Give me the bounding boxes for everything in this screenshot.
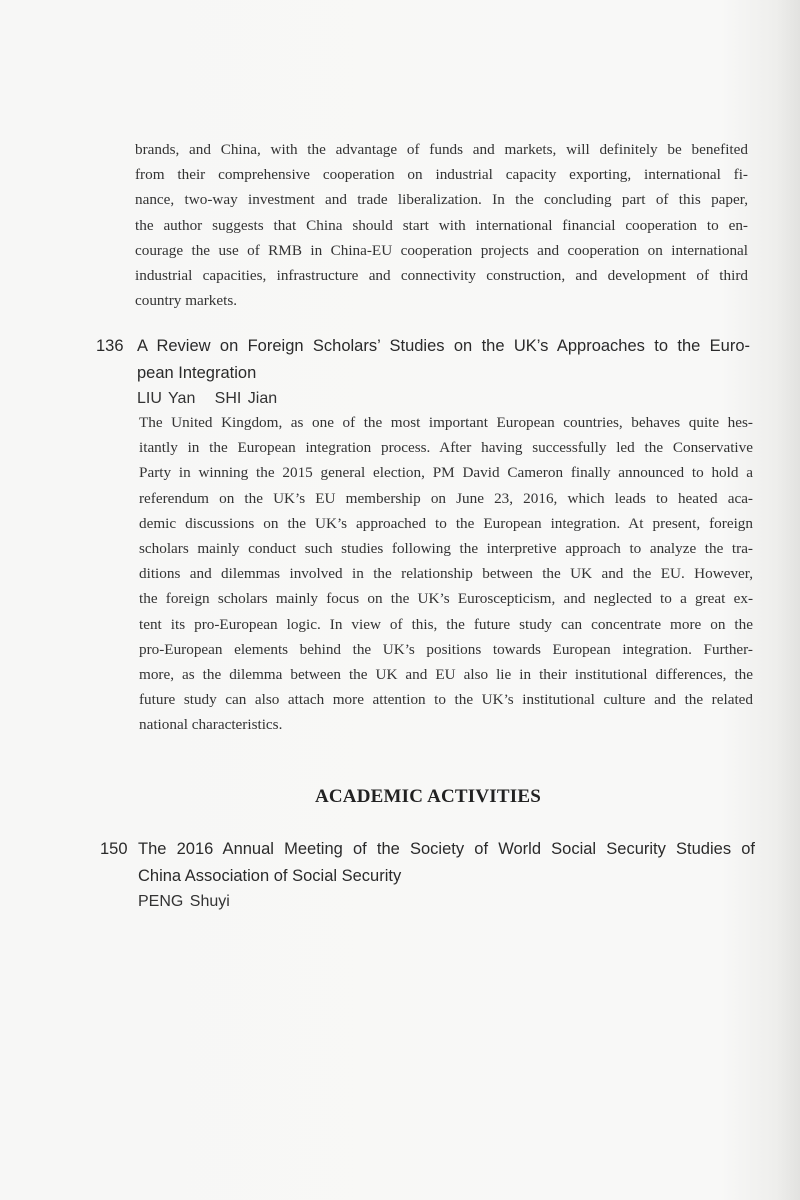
abstract-line: referendum on the UK’s EU membership on June 23, 2016, which leads to heated aca- <box>139 489 753 507</box>
abstract-line: scholars mainly conduct such studies following the interpretive approach to analyze the tra- <box>139 540 753 558</box>
page-number[interactable]: 150 <box>100 840 128 858</box>
abstract-line: tent its pro-European logic. In view of this, the future study can concentrate more on the <box>139 615 753 633</box>
entry-title[interactable]: A Review on Foreign Scholars’ Studies on the UK’s Approaches to the Euro- <box>137 337 750 355</box>
toc-entry <box>100 836 755 914</box>
abstract-line: nance, two-way investment and trade liberalization. In the concluding part of this paper, <box>135 191 748 209</box>
abstract-line: future study can also attach more attention to the UK’s institutional culture and the related <box>139 691 753 709</box>
section-heading: ACADEMIC ACTIVITIES <box>314 786 542 807</box>
abstract-line: demic discussions on the UK’s approached to the European integration. At present, foreign <box>139 514 753 532</box>
abstract-line: brands, and China, with the advantage of funds and markets, will definitely be benefited <box>135 141 748 158</box>
abstract-line: itantly in the European integration process. After having successfully led the Conservative <box>139 439 753 457</box>
abstract-line: industrial capacities, infrastructure and connectivity construction, and development of third <box>135 267 748 285</box>
abstract-line: the foreign scholars mainly focus on the UK’s Euroscepticism, and neglected to a great ex- <box>139 590 753 608</box>
abstract-line: from their comprehensive cooperation on industrial capacity exporting, international fi- <box>135 166 748 184</box>
abstract-line: more, as the dilemma between the UK and EU also lie in their institutional differences, the <box>139 666 753 684</box>
abstract-line: The United Kingdom, as one of the most important European countries, behaves quite hes- <box>139 414 753 431</box>
toc-entry <box>96 333 750 411</box>
abstract-line: the author suggests that China should start with international financial cooperation to en- <box>135 216 748 234</box>
abstract-line: pro-European elements behind the UK’s positions towards European integration. Further- <box>139 640 753 658</box>
abstract-line: Party in winning the 2015 general election, PM David Cameron finally announced to hold a <box>139 464 753 482</box>
entry-authors: LIU Yan SHI Jian <box>137 390 278 407</box>
abstract-line: national characteristics. <box>139 716 283 734</box>
page-number[interactable]: 136 <box>96 337 124 355</box>
entry-title[interactable]: China Association of Social Security <box>138 866 402 885</box>
entry-abstract <box>139 410 753 738</box>
abstract-line: ditions and dilemmas involved in the relationship between the UK and the EU. However, <box>139 565 753 583</box>
abstract-continued <box>135 137 748 313</box>
abstract-line: country markets. <box>135 292 238 310</box>
entry-title[interactable]: pean Integration <box>137 363 257 382</box>
entry-title[interactable]: The 2016 Annual Meeting of the Society of World Social Security Studies of <box>138 840 755 858</box>
abstract-line: courage the use of RMB in China-EU cooperation projects and cooperation on international <box>135 241 748 259</box>
entry-authors: PENG Shuyi <box>138 893 230 910</box>
